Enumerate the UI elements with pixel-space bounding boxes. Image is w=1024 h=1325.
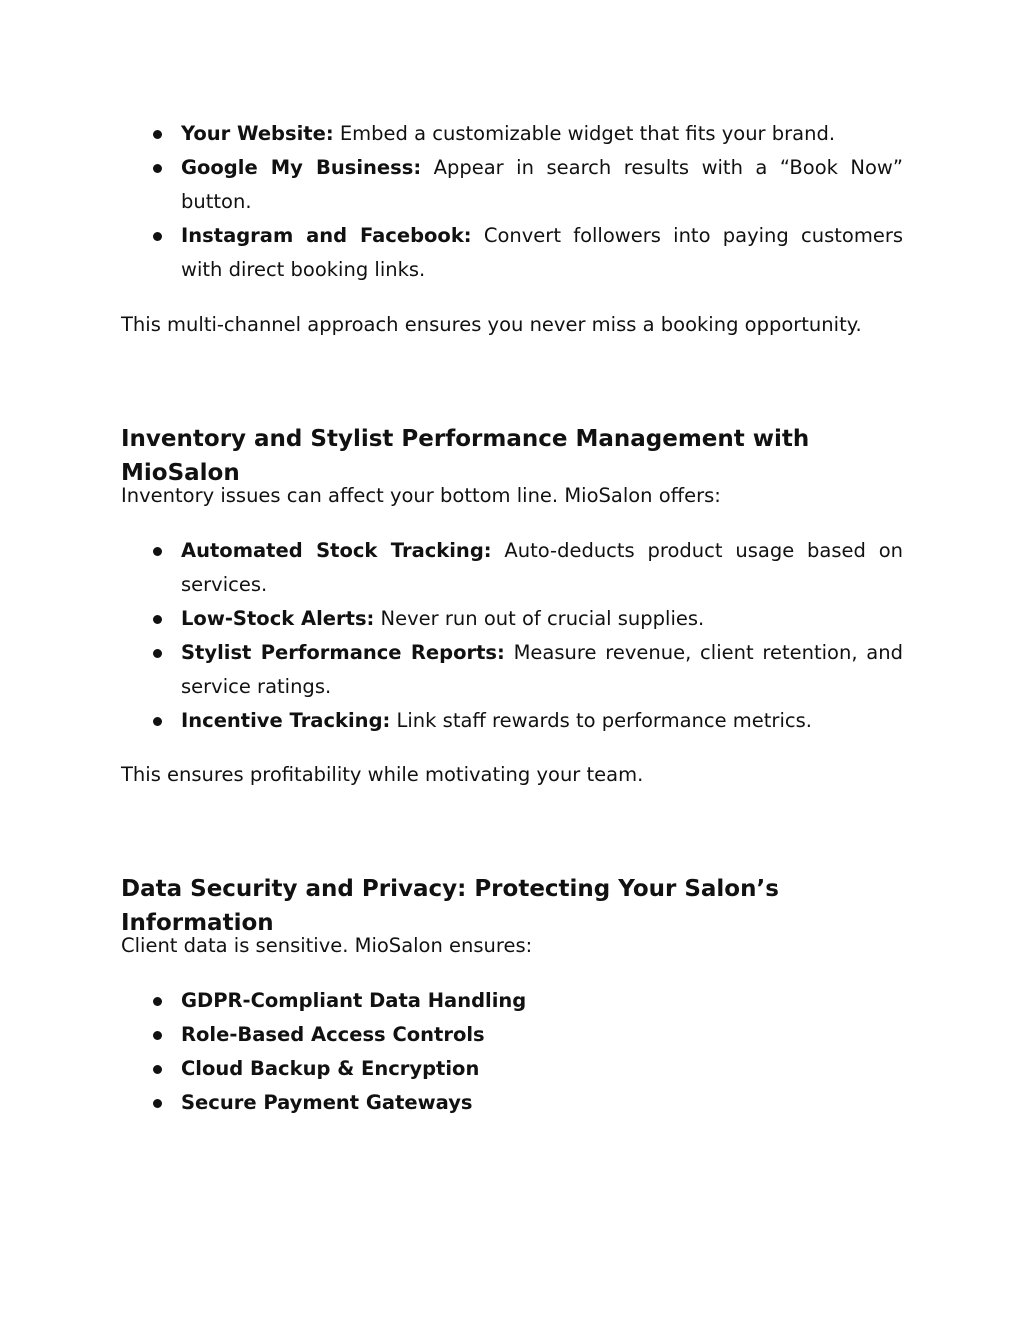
- bullet-icon: [153, 717, 162, 726]
- inventory-closing-paragraph: This ensures profitability while motivating your team.: [121, 763, 644, 786]
- list-item: [121, 1018, 903, 1052]
- list-item-label: Secure Payment Gateways: [181, 1091, 473, 1114]
- inventory-intro-paragraph: Inventory issues can affect your bottom line. MioSalon offers:: [121, 484, 721, 507]
- bullet-icon: [153, 1065, 162, 1074]
- list-item-text: Appear in search results with a “Book Now” button.: [181, 156, 903, 213]
- list-item-label: Your Website:: [181, 122, 334, 145]
- list-item: [121, 636, 903, 704]
- bullet-icon: [153, 547, 162, 556]
- bullet-icon: [153, 997, 162, 1006]
- list-item-label: Low-Stock Alerts:: [181, 607, 375, 630]
- list-item-label: Cloud Backup & Encryption: [181, 1057, 480, 1080]
- security-features-list: [121, 984, 903, 1120]
- list-item-text: Link staff rewards to performance metrics.: [390, 709, 812, 732]
- bullet-icon: [153, 232, 162, 241]
- list-item: [121, 602, 903, 636]
- list-item: [121, 704, 903, 738]
- inventory-section-heading: Inventory and Stylist Performance Management with MioSalon: [121, 426, 810, 486]
- list-item-text: Auto-deducts product usage based on services.: [181, 539, 903, 596]
- list-item-label: Role-Based Access Controls: [181, 1023, 485, 1046]
- list-item-text: Never run out of crucial supplies.: [374, 607, 705, 630]
- booking-channels-list: [121, 117, 903, 287]
- bullet-icon: [153, 164, 162, 173]
- list-item-label: Incentive Tracking:: [181, 709, 391, 732]
- list-item: [121, 1086, 903, 1120]
- inventory-features-list: [121, 534, 903, 738]
- list-item: [121, 1052, 903, 1086]
- list-item: [121, 534, 903, 602]
- list-item-label: Google My Business:: [181, 156, 422, 179]
- list-item: [121, 219, 903, 287]
- list-item-label: Stylist Performance Reports:: [181, 641, 505, 664]
- security-intro-paragraph: Client data is sensitive. MioSalon ensures:: [121, 934, 533, 957]
- list-item: [121, 984, 903, 1018]
- security-section-heading: Data Security and Privacy: Protecting Your Salon’s Information: [121, 876, 779, 936]
- list-item: [121, 151, 903, 219]
- bullet-icon: [153, 1099, 162, 1108]
- list-item-text: Measure revenue, client retention, and service ratings.: [181, 641, 903, 698]
- list-item-text: Convert followers into paying customers with direct booking links.: [181, 224, 904, 281]
- bullet-icon: [153, 615, 162, 624]
- list-item: [121, 117, 903, 151]
- bullet-icon: [153, 649, 162, 658]
- list-item-label: Instagram and Facebook:: [181, 224, 472, 247]
- list-item-label: Automated Stock Tracking:: [181, 539, 492, 562]
- list-item-label: GDPR-Compliant Data Handling: [181, 989, 527, 1012]
- bullet-icon: [153, 1031, 162, 1040]
- bullet-icon: [153, 130, 162, 139]
- list-item-text: Embed a customizable widget that fits your brand.: [333, 122, 836, 145]
- booking-closing-paragraph: This multi-channel approach ensures you never miss a booking opportunity.: [121, 313, 862, 336]
